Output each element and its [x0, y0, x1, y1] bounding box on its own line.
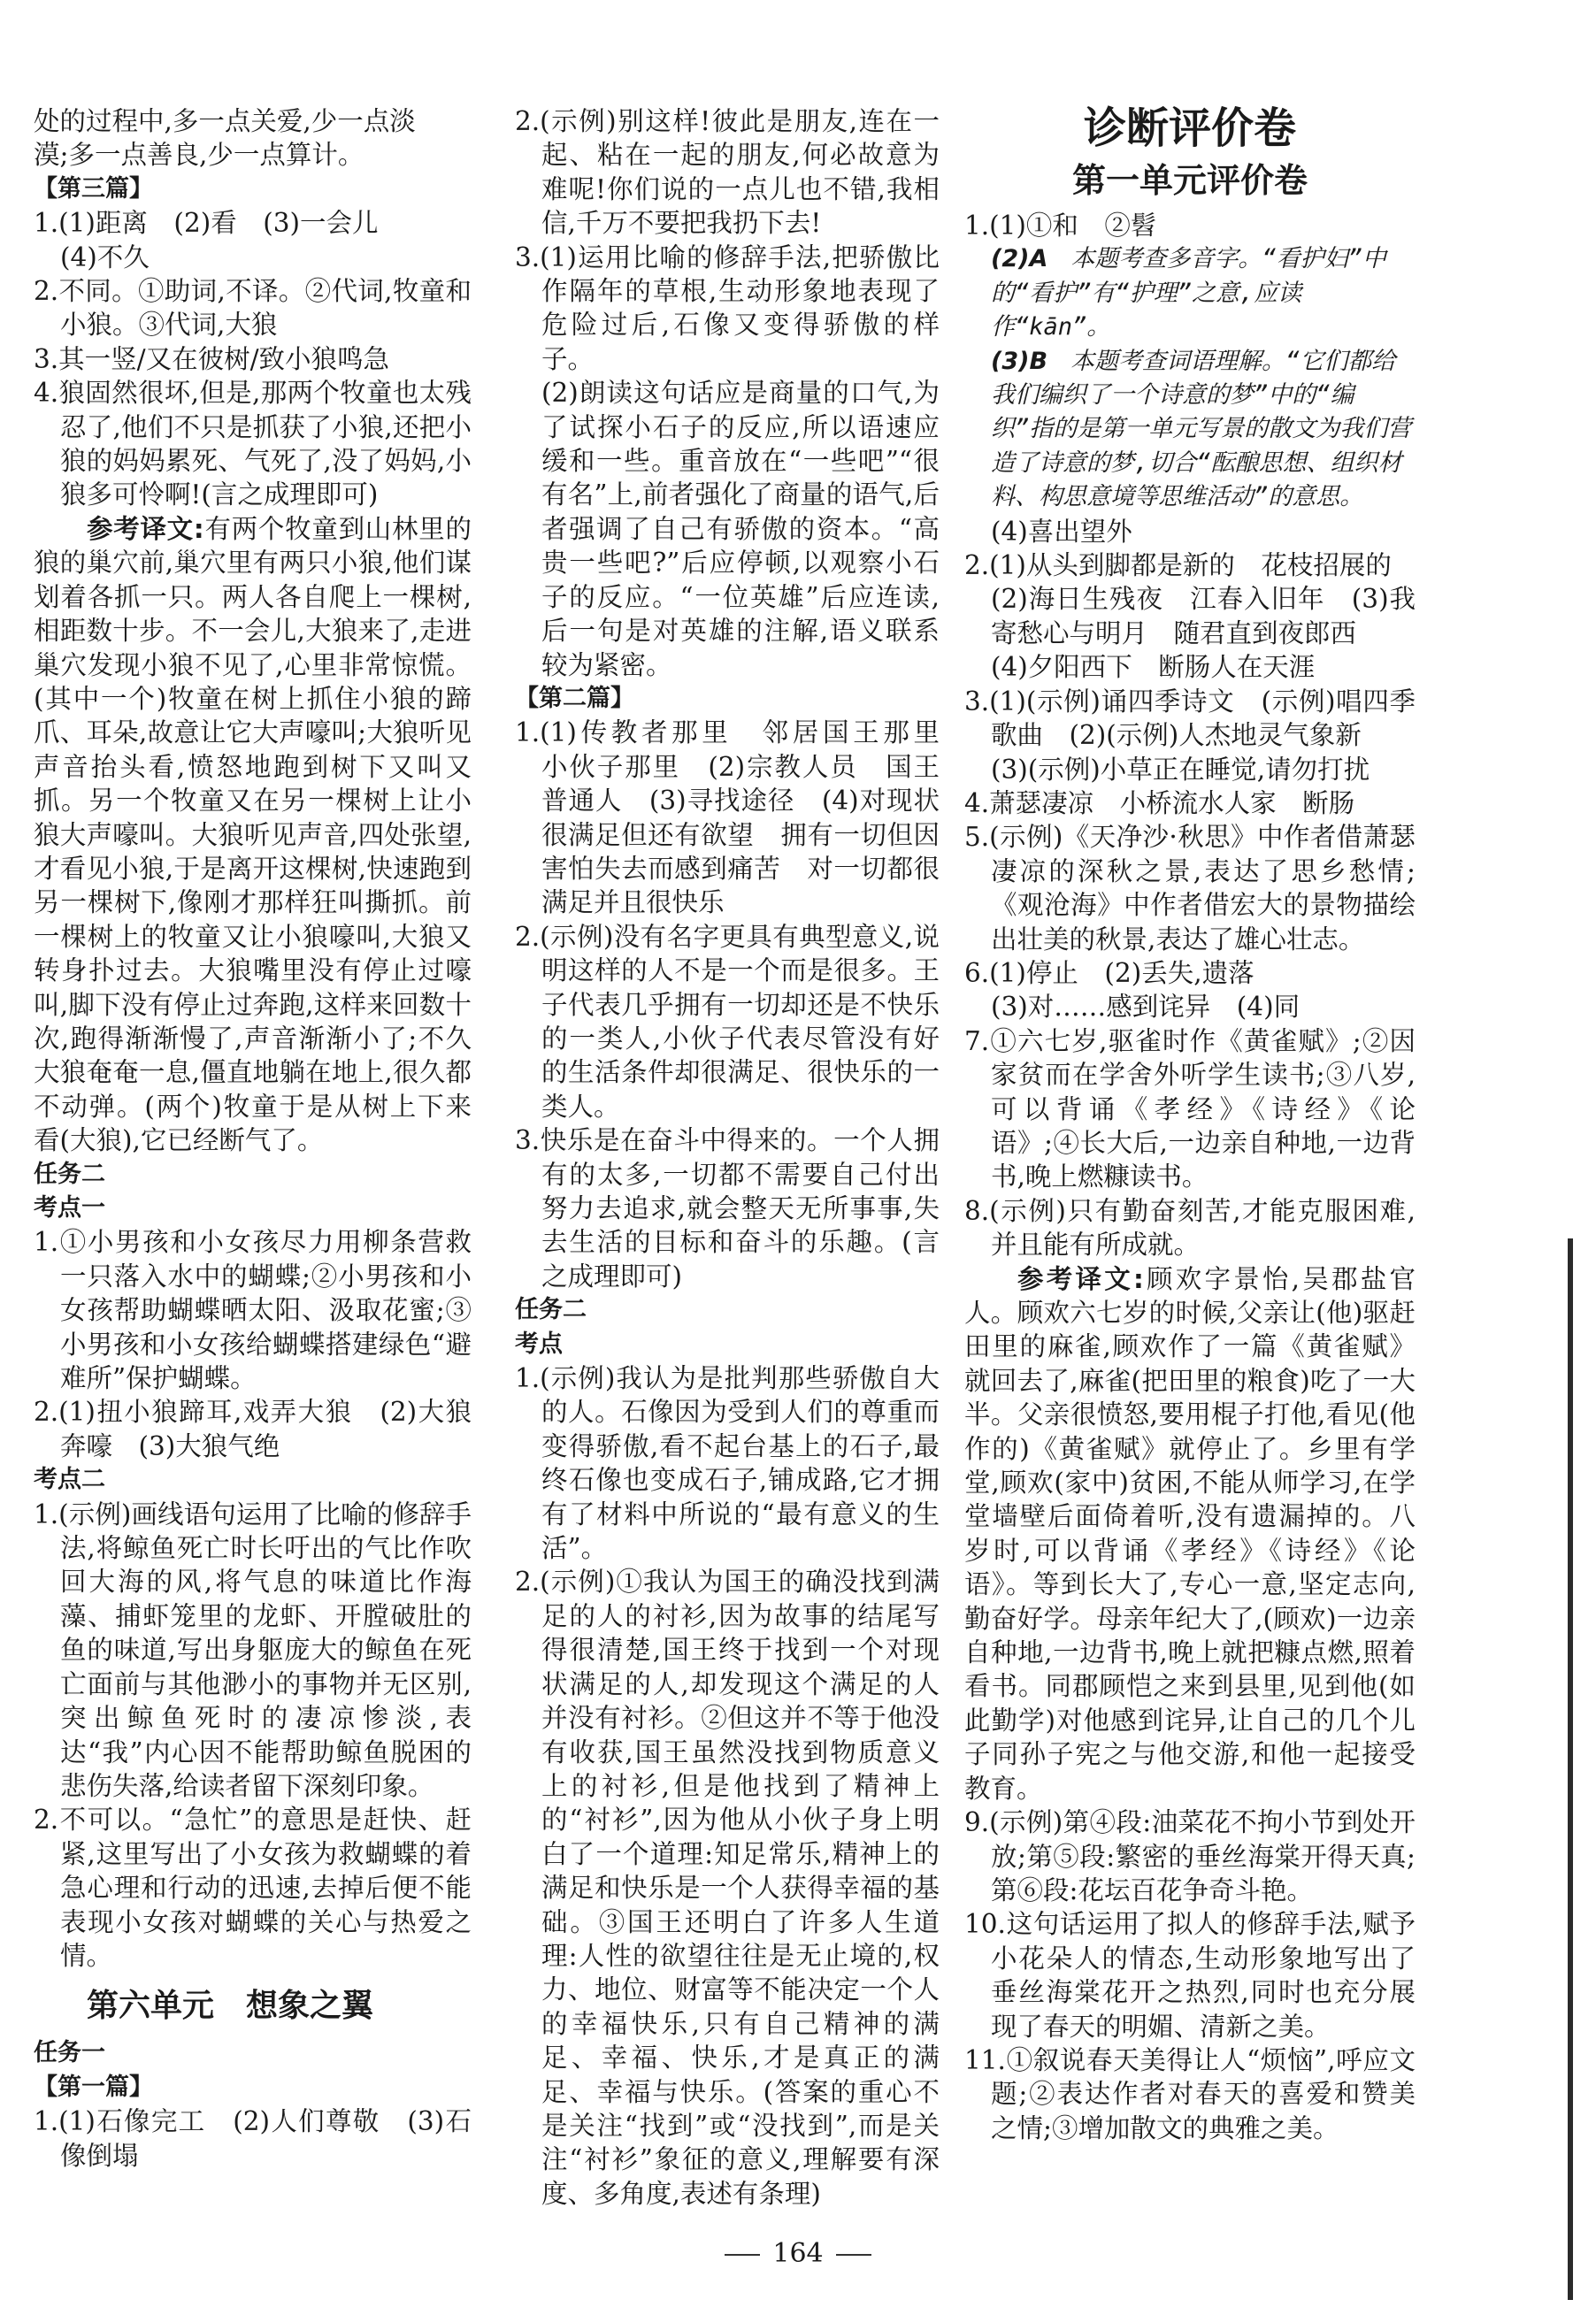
translation-label: 参考译文: [87, 513, 204, 544]
answer-note: (3)B 本题考查词语理解。“它们都给我们编织了一个诗意的梦”中的“编织”指的是第一单元写景的散文为我们营造了诗意的梦,切合“酝酿思想、组织材料、构思意境等思维活动”的意思。 [991, 347, 1412, 511]
page-number: 164 [0, 2238, 1596, 2269]
answer-item: 4.狼固然很坏,但是,那两个牧童也太残忍了,他们不只是抓获了小狼,还把小狼的妈妈累死、气死了,没了妈妈,小狼多可怜啊!(言之成理即可) [34, 378, 472, 510]
section-heading: 【第二篇】 [515, 684, 634, 712]
answer-item: 3.(1)(示例)诵四季诗文 (示例)唱四季歌曲 (2)(示例)人杰地灵气象新 [964, 686, 1416, 751]
translation-label: 参考译文: [1017, 1263, 1144, 1294]
task-heading: 任务一 [34, 2039, 105, 2067]
kaodian-heading: 考点 [515, 1330, 563, 1358]
answer-item: 8.(示例)只有勤奋刻苦,才能克服困难,并且能有所成就。 [964, 1195, 1416, 1261]
answer-item: 3.快乐是在奋斗中得来的。一个人拥有的太多,一切都不需要自己付出努力去追求,就会整天无所事事,失去生活的目标和奋斗的乐趣。(言之成理即可) [515, 1125, 940, 1292]
column-left [34, 104, 472, 2173]
text-line: 处的过程中,多一点关爱,少一点淡 [34, 106, 416, 136]
answer-item: (3)(示例)小草正在睡觉,请勿打扰 [991, 754, 1370, 785]
answer-item: 1.(示例)我认为是批判那些骄傲自大的人。石像因为受到人们的尊重而变得骄傲,看不起台基上的石子,最终石像也变成石子,铺成路,它才拥有了材料中所说的“最有意义的生活”。 [515, 1363, 940, 1564]
answer-item: 11.①叙说春天美得让人“烦恼”,呼应文题;②表达作者对春天的喜爱和赞美之情;③增加散文的典雅之美。 [964, 2044, 1416, 2143]
answer-item: 1.(1)石像完工 (2)人们尊敬 (3)石像倒塌 [34, 2106, 472, 2171]
text-line: 漠;多一点善良,少一点算计。 [34, 140, 364, 171]
answer-item: 9.(示例)第④段:油菜花不拘小节到处开放;第⑤段:繁密的垂丝海棠开得天真;第⑥段:花坛百花争奇斗艳。 [964, 1807, 1416, 1905]
answer-note: (2)A 本题考查多音字。“看护妇”中的“看护”有“护理”之意,应读作“kān”。 [991, 245, 1386, 341]
answer-item: 2.(示例)别这样!彼此是朋友,连在一起、粘在一起的朋友,何必故意为难呢!你们说的一点儿也不错,我相信,千万不要把我扔下去! [515, 106, 940, 239]
section-heading: 【第三篇】 [34, 174, 153, 203]
reference-translation [964, 1262, 1416, 1806]
answer-item: 1.(1)①和 ②髫 [964, 211, 1157, 241]
answer-item: 10.这句话运用了拟人的修辞手法,赋予小花朵人的情态,生动形象地写出了垂丝海棠花开之热烈,同时也充分展现了春天的明媚、清新之美。 [964, 1909, 1416, 2042]
answer-item: 2.(1)从头到脚都是新的 花枝招展的 [964, 550, 1392, 581]
answer-item: 1.(1)距离 (2)看 (3)一会儿 [34, 208, 379, 239]
answer-item: 5.(示例)《天净沙·秋思》中作者借萧瑟凄凉的深秋之景,表达了思乡愁情;《观沧海》中作者借宏大的景物描绘出壮美的秋景,表达了雄心壮志。 [964, 822, 1416, 954]
page-subtitle: 第一单元评价卷 [1071, 161, 1308, 200]
unit-heading: 第六单元 想象之翼 [87, 1988, 374, 2025]
answer-item: 2.(示例)①我认为国王的确没找到满足的人的衬衫,因为故事的结尾写得很清楚,国王终于找到一个对现状满足的人,却发现这个满足的人并没有衬衫。②但这并不等于他没有收获,国王虽然没找到物质意义上的衬衫,但是他找到了精神上的“衬衫”,因为他从小伙子身上明白了一个道理:知足常乐,精神上的满足和快乐是一个人获得幸福的基础。③国王还明白了许多人生道理:人性的欲望往往是无止境的,权力、地位、财富等不能决定一个人的幸福快乐,只有自己精神的满足、幸福、快乐,才是真正的满足、幸福与快乐。(答案的重心不是关注“找到”或“没找到”,而是关注“衬衫”象征的意义,理解要有深度、多角度,表述有条理) [515, 1567, 940, 2209]
translation-text: 有两个牧童到山林里的狼的巢穴前,巢穴里有两只小狼,他们谋划着各抓一只。两人各自爬上一棵树,相距数十步。不一会儿,大狼来了,走进巢穴发现小狼不见了,心里非常惊慌。(其中一个)牧童在树上抓住小狼的蹄爪、耳朵,故意让它大声嚎叫;大狼听见声音抬头看,愤怒地跑到树下又叫又抓。另一个牧童又在另一棵树上让小狼大声嚎叫。大狼听见声音,四处张望,才看见小狼,于是离开这棵树,快速跑到另一棵树下,像刚才那样狂叫撕抓。前一棵树上的牧童又让小狼嚎叫,大狼又转身扑过去。大狼嘴里没有停止过嚎叫,脚下没有停止过奔跑,这样来回数十次,跑得渐渐慢了,声音渐渐小了;不久大狼奄奄一息,僵直地躺在地上,很久都不动弹。(两个)牧童于是从树上下来看(大狼),它已经断气了。 [34, 513, 472, 1156]
answer-item: 3.其一竖/又在彼树/致小狼鸣急 [34, 343, 390, 374]
page-title: 诊断评价卷 [1083, 103, 1296, 153]
task-heading: 任务二 [34, 1160, 105, 1188]
answer-item: 1.(1)传教者那里 邻居国王那里 小伙子那里 (2)宗教人员 国王 普通人 (3)寻找途径 (4)对现状很满足但还有欲望 拥有一切但因害怕失去而感到痛苦 对一切都很满足并且很快乐 [515, 717, 966, 918]
answer-item: 2.不同。①助词,不译。②代词,牧童和小狼。③代词,大狼 [34, 276, 472, 341]
kaodian-heading: 考点一 [34, 1194, 105, 1222]
column-middle [515, 104, 966, 2211]
answer-item: (4)不久 [60, 241, 150, 272]
section-heading: 【第一篇】 [34, 2073, 153, 2101]
answer-item: 1.①小男孩和小女孩尽力用柳条营救一只落入水中的蝴蝶;②小男孩和小女孩帮助蝴蝶晒太阳、汲取花蜜;③小男孩和小女孩给蝴蝶搭建绿色“避难所”保护蝴蝶。 [34, 1227, 472, 1394]
translation-text: 顾欢字景怡,吴郡盐官人。顾欢六七岁的时候,父亲让(他)驱赶田里的麻雀,顾欢作了一篇《黄雀赋》就回去了,麻雀(把田里的粮食)吃了一大半。父亲很愤怒,要用棍子打他,看见(他作的)《黄雀赋》就停止了。乡里有学堂,顾欢(家中)贫困,不能从师学习,在学堂墙壁后面倚着听,没有遗漏掉的。八岁时,可以背诵《孝经》《诗经》《论语》。等到长大了,专心一意,坚定志向,勤奋好学。母亲年纪大了,(顾欢)一边亲自种地,一边背书,晚上就把糠点燃,照着看书。同郡顾恺之来到县里,见到他(如此勤学)对他感到诧异,让自己的几个儿子同孙子宪之与他交游,和他一起接受教育。 [964, 1263, 1416, 1804]
answer-item: 1.(示例)画线语句运用了比喻的修辞手法,将鲸鱼死亡时长吁出的气比作吹回大海的风,将气息的味道比作海藻、捕虾笼里的龙虾、开膛破肚的鱼的味道,写出身躯庞大的鲸鱼在死亡面前与其他渺小的事物并无区别,突出鲸鱼死时的凄凉惨淡,表达“我”内心因不能帮助鲸鱼脱困的悲伤失落,给读者留下深刻印象。 [34, 1499, 472, 1801]
kaodian-heading: 考点二 [34, 1466, 105, 1494]
answer-item: (4)喜出望外 [991, 516, 1132, 547]
column-right [964, 104, 1416, 2145]
page-edge-shadow [1568, 1238, 1573, 2300]
answer-item: 4.萧瑟凄凉 小桥流水人家 断肠 [964, 787, 1355, 818]
answer-item: 6.(1)停止 (2)丢失,遗落 [964, 957, 1255, 988]
reference-translation [34, 512, 472, 1158]
answer-item: 7.①六七岁,驱雀时作《黄雀赋》;②因家贫而在学舍外听学生读书;③八岁,可以背诵《孝经》《诗经》《论语》;④长大后,一边亲自种地,一边背书,晚上燃糠读书。 [964, 1025, 1416, 1192]
answer-item: 2.(示例)没有名字更具有典型意义,说明这样的人不是一个而是很多。王子代表几乎拥有一切却还是不快乐的一类人,小伙子代表尽管没有好的生活条件却很满足、很快乐的一类人。 [515, 921, 940, 1122]
answer-item: (2)海日生残夜 江春入旧年 (3)我寄愁心与明月 随君直到夜郎西 [991, 584, 1416, 648]
answer-item: (4)夕阳西下 断肠人在天涯 [991, 652, 1316, 683]
answer-item: 2.(1)扭小狼蹄耳,戏弄大狼 (2)大狼奔嚎 (3)大狼气绝 [34, 1397, 472, 1461]
task-heading: 任务二 [515, 1296, 587, 1324]
answer-item: 2.不可以。“急忙”的意思是赶快、赶紧,这里写出了小女孩为救蝴蝶的着急心理和行动的迅速,去掉后便不能表现小女孩对蝴蝶的关心与热爱之情。 [34, 1805, 472, 1971]
answer-item: 3.(1)运用比喻的修辞手法,把骄傲比作隔年的草根,生动形象地表现了危险过后,石像又变得骄傲的样子。 [515, 241, 940, 374]
answer-item: (3)对……感到诧异 (4)同 [991, 992, 1301, 1023]
answer-item: (2)朗读这句话应是商量的口气,为了试探小石子的反应,所以语速应缓和一些。重音放在“一些吧”“很有名”上,前者强化了商量的语气,后者强调了自己有骄傲的资本。“高贵一些吧?”后应停顿,以观察小石子的反应。“一位英雄”后应连读,后一句是对英雄的注解,语义联系较为紧密。 [541, 378, 940, 680]
